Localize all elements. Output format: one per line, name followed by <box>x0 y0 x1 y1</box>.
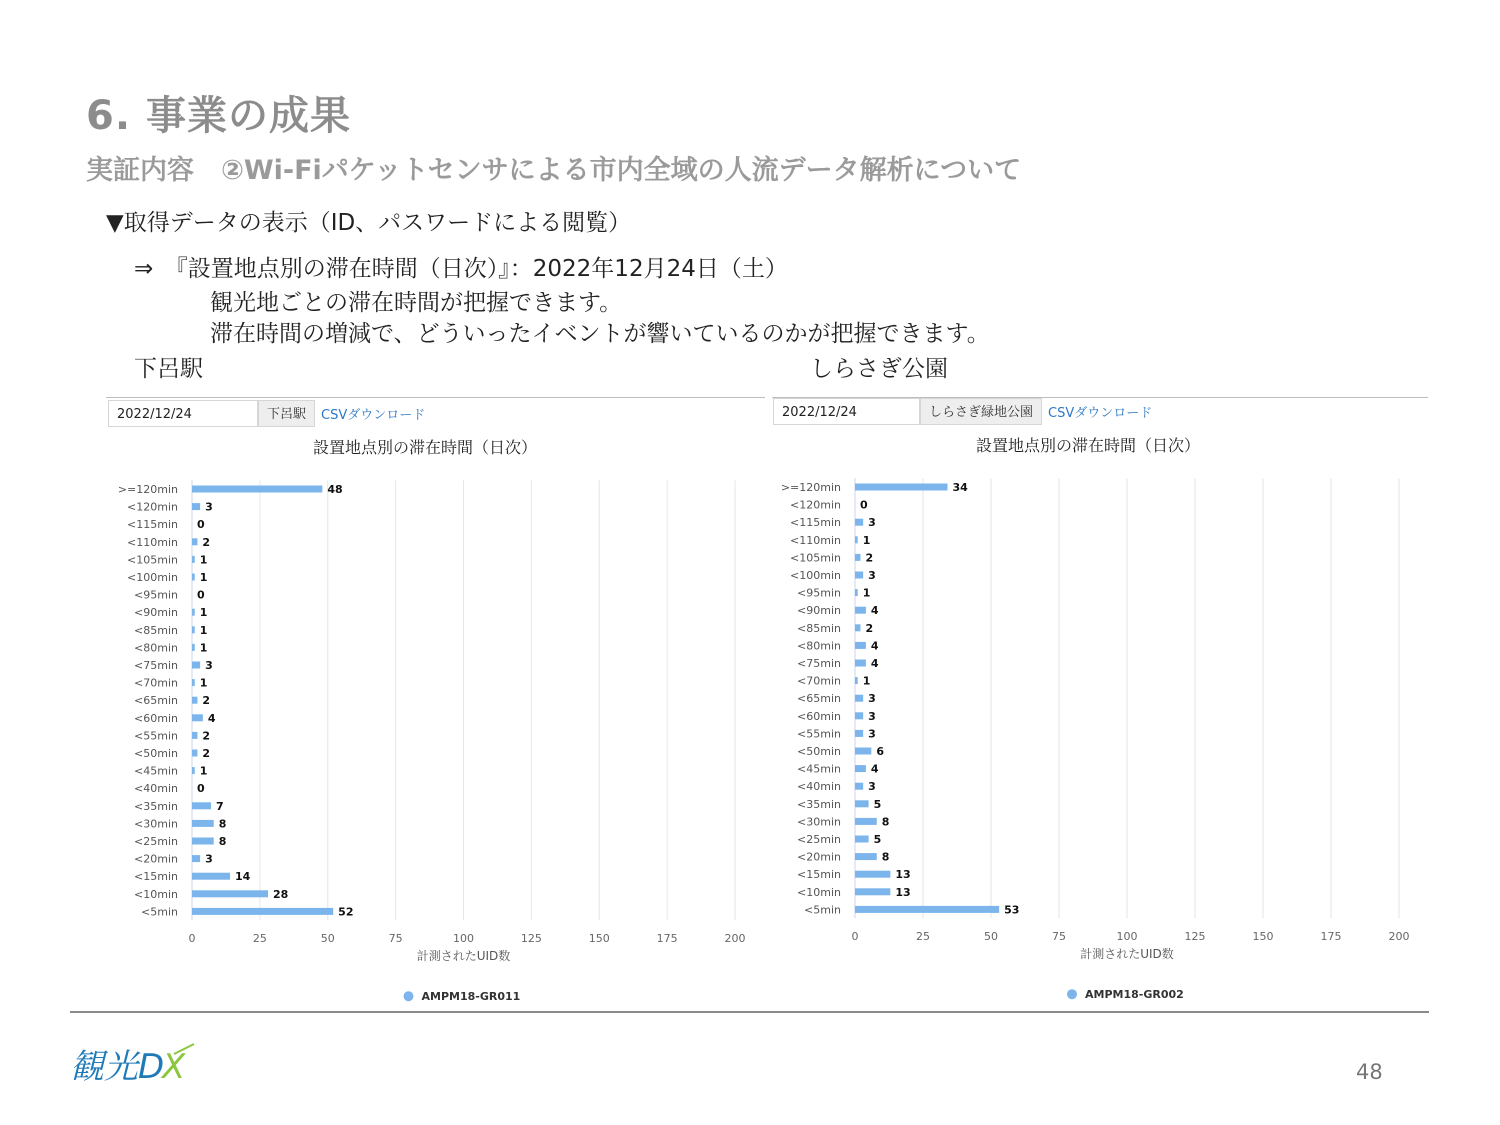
bar <box>855 554 860 561</box>
y-tick-label: <20min <box>134 852 178 866</box>
y-tick-label: <10min <box>797 885 841 899</box>
bar-chart-left <box>100 470 780 1005</box>
bar <box>192 873 230 880</box>
y-tick-label: <70min <box>134 676 178 690</box>
x-tick-label: 150 <box>1252 930 1274 944</box>
x-axis-title: 計測されたUID数 <box>1080 947 1174 962</box>
data-label: 3 <box>205 659 213 672</box>
controls-right <box>773 398 1152 425</box>
bar <box>855 818 877 825</box>
bar <box>855 765 866 772</box>
location-select-button[interactable]: しらさぎ緑地公園 <box>920 398 1042 425</box>
data-label: 4 <box>870 657 879 670</box>
data-label: 4 <box>207 711 216 725</box>
x-tick-label: 25 <box>916 930 930 944</box>
kanko-dx-logo <box>70 1040 200 1092</box>
legend-label: AMPM18-GR011 <box>421 990 521 1004</box>
data-label: 3 <box>205 852 213 866</box>
x-tick-label: 75 <box>388 932 403 946</box>
svg-text:D: D <box>138 1047 165 1087</box>
y-tick-label: <15min <box>797 868 841 882</box>
y-tick-label: <100min <box>127 571 178 584</box>
x-tick-label: 175 <box>1320 930 1342 944</box>
page-title: 6. 事業の成果 <box>86 93 351 139</box>
x-tick-label: 100 <box>1116 930 1138 944</box>
bar <box>192 574 195 581</box>
data-label: 0 <box>197 518 205 532</box>
data-label: 8 <box>218 817 227 831</box>
y-tick-label: <30min <box>797 815 841 829</box>
date-field[interactable]: 2022/12/24 <box>108 400 258 427</box>
body-line-1: ▼取得データの表示（ID、パスワードによる閲覧） <box>106 210 632 236</box>
svg-text:観光: 観光 <box>70 1047 138 1087</box>
y-tick-label: <50min <box>134 747 178 760</box>
data-label: 4 <box>870 604 879 618</box>
bar <box>855 642 866 649</box>
location-label-left: 下呂駅 <box>134 356 203 382</box>
x-tick-label: 50 <box>984 930 998 944</box>
bar <box>855 871 890 878</box>
y-tick-label: <80min <box>797 639 841 653</box>
y-tick-label: <110min <box>790 533 841 547</box>
bar <box>855 660 866 667</box>
page-number: 48 <box>1356 1060 1383 1084</box>
y-tick-label: <80min <box>134 641 178 655</box>
data-label: 2 <box>202 694 211 708</box>
bar <box>192 820 214 827</box>
y-tick-label: <115min <box>790 516 841 530</box>
x-tick-label: 175 <box>656 932 678 946</box>
y-tick-label: <100min <box>790 569 841 582</box>
y-tick-label: <55min <box>797 727 841 741</box>
bar <box>855 519 863 526</box>
data-label: 1 <box>199 553 208 567</box>
y-tick-label: <105min <box>127 553 178 567</box>
y-tick-label: <120min <box>127 500 178 514</box>
bar-chart-right <box>770 468 1430 1003</box>
data-label: 13 <box>895 885 911 899</box>
y-tick-label: <85min <box>797 621 841 635</box>
y-tick-label: <35min <box>134 799 178 813</box>
bar <box>855 607 866 614</box>
y-tick-label: <25min <box>797 833 841 846</box>
data-label: 3 <box>205 500 213 514</box>
bar <box>855 624 860 631</box>
bar <box>855 536 858 543</box>
body-line-2: ⇒ 『設置地点別の滞在時間（日次）』：2022年12月24日（土） <box>134 256 788 282</box>
legend-label: AMPM18-GR002 <box>1085 988 1184 1002</box>
y-tick-label: <105min <box>790 551 841 565</box>
data-label: 8 <box>881 850 890 864</box>
bar <box>192 767 195 774</box>
y-tick-label: <60min <box>134 711 178 725</box>
data-label: 3 <box>868 516 876 530</box>
data-label: 1 <box>862 674 871 688</box>
data-label: 2 <box>865 551 874 565</box>
bar <box>855 484 947 491</box>
data-label: 5 <box>873 833 882 846</box>
data-label: 1 <box>199 623 208 637</box>
data-label: 3 <box>868 727 876 741</box>
y-tick-label: >=120min <box>117 483 178 496</box>
y-tick-label: <55min <box>134 729 178 743</box>
data-label: 13 <box>895 868 911 882</box>
data-label: 5 <box>873 797 882 811</box>
data-label: 4 <box>870 639 879 653</box>
legend-marker <box>404 991 414 1001</box>
x-tick-label: 125 <box>1184 930 1206 944</box>
bar <box>855 730 863 737</box>
data-label: 2 <box>202 747 211 760</box>
data-label: 3 <box>868 569 876 582</box>
bar <box>855 695 863 702</box>
y-tick-label: <85min <box>134 623 178 637</box>
data-label: 3 <box>868 692 876 706</box>
data-label: 1 <box>199 764 208 778</box>
x-tick-label: 25 <box>252 932 267 946</box>
bar <box>192 609 195 616</box>
y-tick-label: <120min <box>790 498 841 512</box>
location-label-right: しらさぎ公園 <box>810 356 948 382</box>
csv-download-link[interactable]: CSVダウンロード <box>321 408 426 423</box>
data-label: 34 <box>952 481 968 494</box>
panel-divider-left <box>106 397 765 398</box>
y-tick-label: <90min <box>134 606 178 620</box>
x-tick-label: 0 <box>188 932 196 946</box>
bar <box>192 838 214 845</box>
y-tick-label: <30min <box>134 817 178 831</box>
bar <box>192 626 195 633</box>
y-tick-label: <65min <box>797 692 841 706</box>
controls-left <box>108 400 425 427</box>
bar <box>192 486 322 493</box>
location-select-button[interactable]: 下呂駅 <box>258 400 315 427</box>
data-label: 7 <box>216 799 224 813</box>
data-label: 53 <box>1004 903 1020 917</box>
y-tick-label: <110min <box>127 535 178 549</box>
y-tick-label: <25min <box>134 835 178 848</box>
data-label: 28 <box>273 887 289 901</box>
svg-text:X: X <box>162 1047 186 1087</box>
bar <box>192 679 195 686</box>
bar <box>192 890 268 897</box>
x-tick-label: 100 <box>453 932 474 946</box>
data-label: 8 <box>218 835 227 848</box>
data-label: 4 <box>870 762 879 776</box>
bar <box>855 712 863 719</box>
y-tick-label: <115min <box>127 518 178 532</box>
y-tick-label: <15min <box>134 870 178 884</box>
data-label: 6 <box>876 745 884 758</box>
data-label: 8 <box>881 815 890 829</box>
y-tick-label: <75min <box>134 659 178 672</box>
bar <box>855 853 877 860</box>
data-label: 1 <box>199 606 208 620</box>
chart-title-left: 設置地点別の滞在時間（日次） <box>312 438 537 457</box>
csv-download-link[interactable]: CSVダウンロード <box>1048 406 1153 421</box>
x-tick-label: 75 <box>1052 930 1066 944</box>
x-tick-label: 50 <box>320 932 335 946</box>
bar <box>192 697 197 704</box>
y-tick-label: <90min <box>797 604 841 618</box>
data-label: 2 <box>202 729 211 743</box>
y-tick-label: <95min <box>797 586 841 600</box>
x-tick-label: 200 <box>724 932 746 946</box>
bar <box>855 888 890 895</box>
x-tick-label: 0 <box>851 930 859 944</box>
y-tick-label: <65min <box>134 694 178 708</box>
footer-divider <box>70 1011 1429 1013</box>
data-label: 3 <box>868 780 876 794</box>
page-subtitle: 実証内容 ②Wi-Fiパケットセンサによる市内全域の人流データ解析について <box>86 155 1022 186</box>
data-label: 3 <box>868 709 876 723</box>
bar <box>855 906 999 913</box>
y-tick-label: <5min <box>804 903 841 917</box>
x-tick-label: 125 <box>520 932 542 946</box>
body-line-3: 観光地ごとの滞在時間が把握できます。 <box>210 290 623 316</box>
bar <box>192 503 200 510</box>
data-label: 0 <box>197 782 205 796</box>
y-tick-label: <20min <box>797 850 841 864</box>
bar <box>192 908 333 915</box>
chart-title-right: 設置地点別の滞在時間（日次） <box>975 436 1200 455</box>
data-label: 1 <box>199 676 208 690</box>
data-label: 0 <box>197 588 205 602</box>
date-field[interactable]: 2022/12/24 <box>773 398 920 425</box>
bar <box>192 714 203 721</box>
data-label: 1 <box>862 586 871 600</box>
bar <box>855 836 869 843</box>
data-label: 0 <box>860 498 868 512</box>
body-line-4: 滞在時間の増減で、どういったイベントが響いているのかが把握できます。 <box>210 321 990 347</box>
bar <box>192 662 200 669</box>
bar <box>855 677 858 684</box>
bar <box>192 538 197 545</box>
y-tick-label: <45min <box>134 764 178 778</box>
data-label: 2 <box>865 621 874 635</box>
bar <box>855 800 869 807</box>
bar <box>855 783 863 790</box>
y-tick-label: <70min <box>797 674 841 688</box>
bar <box>192 750 197 757</box>
bar <box>855 748 871 755</box>
bar <box>192 644 195 651</box>
y-tick-label: <95min <box>134 588 178 602</box>
bar <box>855 589 858 596</box>
y-tick-label: <50min <box>797 745 841 758</box>
x-tick-label: 200 <box>1388 930 1410 944</box>
bar <box>855 572 863 579</box>
y-tick-label: <60min <box>797 709 841 723</box>
data-label: 48 <box>327 483 343 496</box>
legend-marker <box>1067 989 1077 999</box>
data-label: 52 <box>338 905 354 919</box>
data-label: 1 <box>199 571 208 584</box>
y-tick-label: <40min <box>134 782 178 796</box>
bar <box>192 732 197 739</box>
bar <box>192 855 200 862</box>
y-tick-label: <10min <box>134 887 178 901</box>
y-tick-label: <40min <box>797 780 841 794</box>
x-tick-label: 150 <box>588 932 610 946</box>
bar <box>192 802 211 809</box>
data-label: 14 <box>235 870 251 884</box>
data-label: 2 <box>202 535 211 549</box>
bar <box>192 556 195 563</box>
y-tick-label: <45min <box>797 762 841 776</box>
data-label: 1 <box>199 641 208 655</box>
y-tick-label: >=120min <box>780 481 841 494</box>
y-tick-label: <35min <box>797 797 841 811</box>
y-tick-label: <75min <box>797 657 841 670</box>
y-tick-label: <5min <box>141 905 178 919</box>
x-axis-title: 計測されたUID数 <box>416 949 511 964</box>
data-label: 1 <box>862 533 871 547</box>
